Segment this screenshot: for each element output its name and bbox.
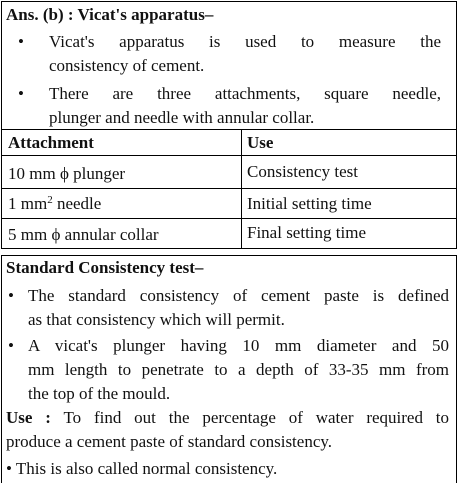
table-header-attachment: Attachment — [8, 133, 94, 152]
bullet-line: plunger and needle with annular collar. — [49, 108, 315, 127]
use-line — [6, 406, 449, 430]
section-title: Standard Consistency test– — [6, 258, 204, 277]
attachment-table — [1, 130, 457, 249]
superscript: 2 — [47, 194, 53, 206]
use-line: produce a cement paste of standard consistency. — [6, 432, 333, 451]
final-note: • This is also called normal consistency. — [6, 459, 278, 478]
attachment-text: needle — [52, 194, 102, 213]
row-divider — [2, 155, 457, 156]
answer-title: Ans. (b) : Vicat's apparatus– — [6, 5, 214, 24]
bullet-line: Vicat's apparatus is used to measure the — [49, 32, 441, 51]
intro-bullet-text — [49, 82, 441, 130]
intro-bullet-text — [49, 30, 441, 78]
section-bullet-text — [28, 334, 449, 406]
bullet-line: There are three attachments, square needle, — [49, 84, 441, 103]
bullet-icon: • — [18, 84, 24, 103]
use-paragraph — [6, 406, 449, 454]
row-divider — [2, 218, 457, 219]
bullet-line: The standard consistency of cement paste is defined — [28, 286, 449, 305]
bullet-icon: • — [18, 32, 24, 51]
row-divider — [2, 188, 457, 189]
vicat-apparatus-box — [1, 1, 457, 130]
standard-consistency-box — [1, 255, 457, 483]
table-cell-attachment: 5 mm ϕ annular collar — [8, 225, 159, 244]
column-divider — [241, 130, 242, 248]
table-cell-attachment: 10 mm ϕ plunger — [8, 164, 126, 183]
use-text: To find out the percentage of water required to — [50, 408, 449, 427]
bullet-icon: • — [8, 336, 14, 355]
bullet-line: mm length to penetrate to a depth of 33-35 mm from — [28, 360, 449, 379]
table-cell-use: Consistency test — [247, 162, 358, 181]
table-header-use: Use — [247, 133, 274, 152]
table-cell-use: Final setting time — [247, 223, 366, 242]
section-bullet-text — [28, 284, 449, 332]
bullet-line: A vicat's plunger having 10 mm diameter and 50 — [28, 336, 449, 355]
bullet-icon: • — [8, 286, 14, 305]
bullet-line: consistency of cement. — [49, 56, 205, 75]
use-label: Use : — [6, 408, 51, 427]
attachment-text: 1 mm — [8, 194, 48, 213]
table-cell-use: Initial setting time — [247, 194, 372, 213]
bullet-line: the top of the mould. — [28, 384, 171, 403]
table-cell-attachment — [8, 194, 101, 214]
bullet-line: as that consistency which will permit. — [28, 310, 285, 329]
